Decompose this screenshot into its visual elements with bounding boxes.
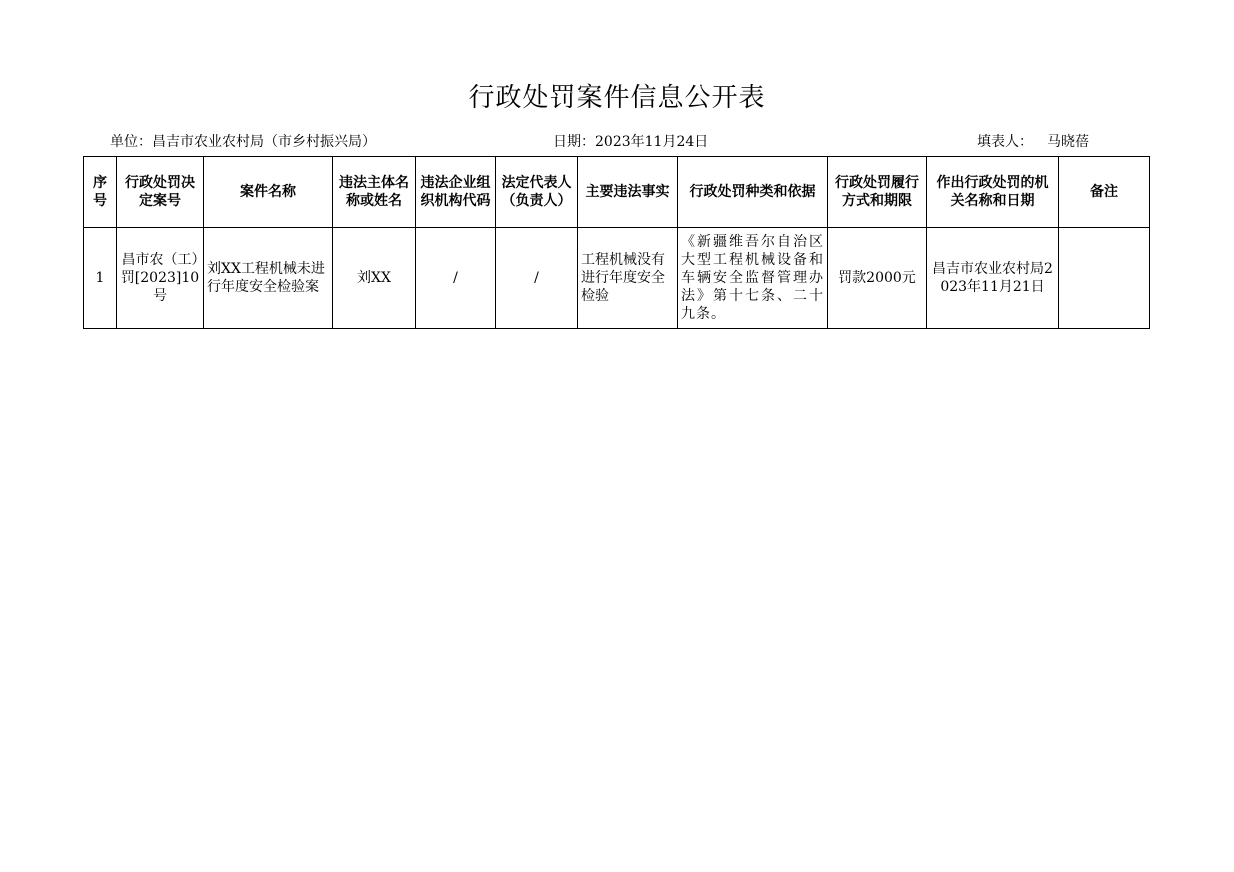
date-value: 2023年11月24日 [595,134,709,150]
filler-label: 填表人： [977,134,1033,150]
cell-index: 1 [84,228,117,329]
unit-info [110,132,376,152]
cell-subject: 刘XX [333,228,416,329]
cell-authority: 昌吉市农业农村局2023年11月21日 [927,228,1059,329]
header-case-no: 行政处罚决定案号 [117,157,204,228]
cell-execution: 罚款2000元 [828,228,927,329]
date-info [553,132,708,152]
header-legal-rep: 法定代表人（负责人） [496,157,578,228]
unit-value: 昌吉市农业农村局（市乡村振兴局） [152,134,376,150]
cell-case-no: 昌市农（工）罚[2023]10号 [117,228,204,329]
header-case-name: 案件名称 [204,157,333,228]
cell-legal-rep: / [496,228,578,329]
filler-value: 马晓蓓 [1047,134,1089,150]
case-info-table [83,156,1150,329]
date-label: 日期： [553,134,595,150]
table-header-row [84,157,1150,228]
cell-basis: 《新疆维吾尔自治区大型工程机械设备和车辆安全监督管理办法》第十七条、二十九条。 [678,228,828,329]
filler-info [977,132,1089,152]
cell-org-code: / [416,228,496,329]
header-facts: 主要违法事实 [578,157,678,228]
page-title: 行政处罚案件信息公开表 [468,83,766,113]
header-index: 序号 [84,157,117,228]
unit-label: 单位： [110,134,152,150]
cell-case-name: 刘XX工程机械未进行年度安全检验案 [204,228,333,329]
header-authority: 作出行政处罚的机关名称和日期 [927,157,1059,228]
header-subject: 违法主体名称或姓名 [333,157,416,228]
cell-facts: 工程机械没有进行年度安全检验 [578,228,678,329]
header-org-code: 违法企业组织机构代码 [416,157,496,228]
cell-remark [1059,228,1150,329]
table-row [84,228,1150,329]
header-execution: 行政处罚履行方式和期限 [828,157,927,228]
header-remark: 备注 [1059,157,1150,228]
header-basis: 行政处罚种类和依据 [678,157,828,228]
